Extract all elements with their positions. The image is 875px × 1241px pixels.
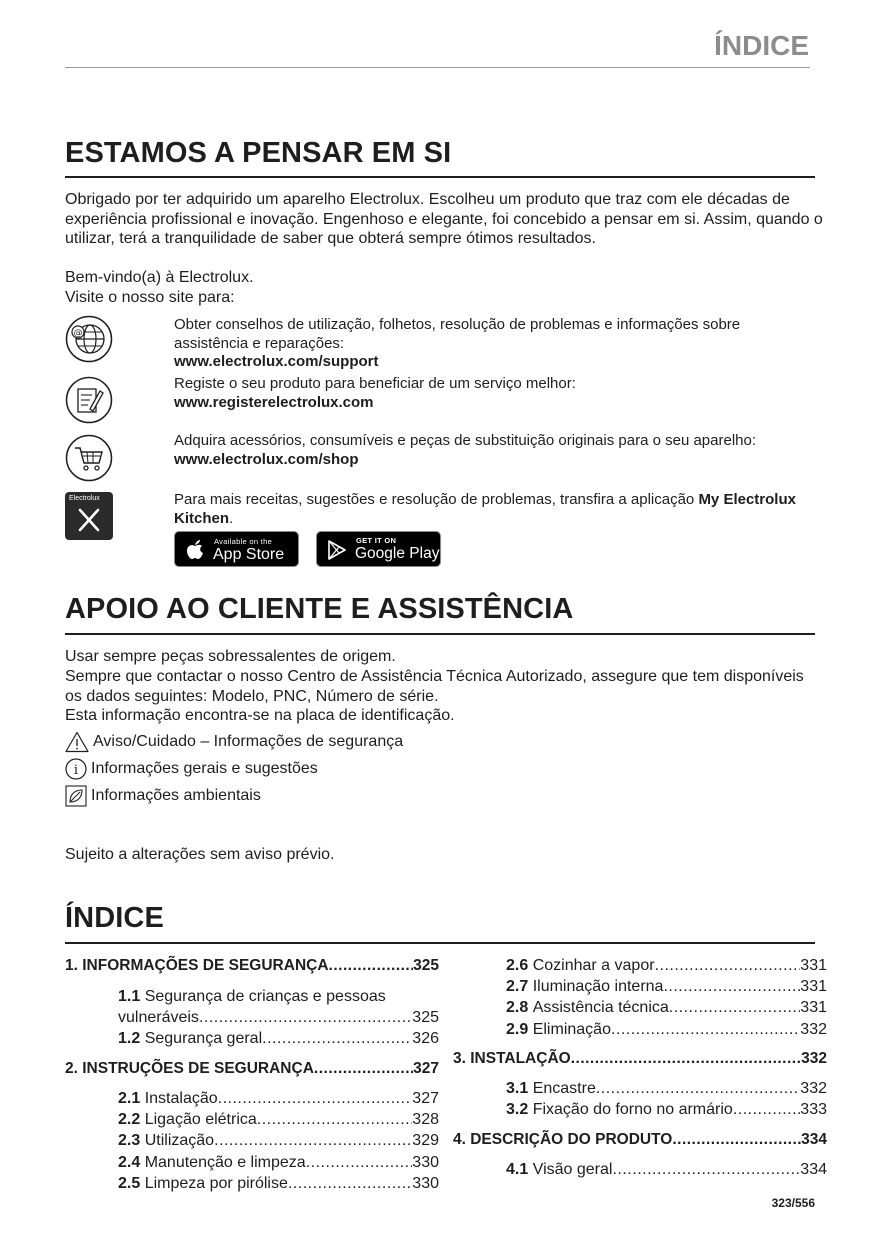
toc-chapter-2[interactable]: 2. INSTRUÇÕES DE SEGURANÇA ..... 327 [65,1060,439,1078]
service-app-text-end: . [229,509,234,527]
service-support-text: Obter conselhos de utilização, folhetos, resolução de problemas e informações sobre assistência e reparações: [174,316,741,352]
toc-entry-1-1[interactable]: 1.1 Segurança de crianças e pessoas vulneráveis ..... 325 [118,987,439,1028]
google-play-badge[interactable] [316,531,441,567]
globe-at-icon [65,315,113,363]
support-heading-rule [65,633,815,635]
toc-entry-2-1[interactable]: 2.1 Instalação ..... 327 [118,1090,439,1108]
toc-chapter-3[interactable]: 3. INSTALAÇÃO ..... 332 [453,1050,827,1068]
svg-text:@: @ [73,328,83,339]
toc-entry-2-8[interactable]: 2.8 Assistência técnica ..... 331 [506,999,827,1017]
electrolux-app-icon-label: Electrolux [69,495,100,502]
toc-entry-2-5[interactable]: 2.5 Limpeza por pirólise ..... 330 [118,1175,439,1193]
toc-entry-2-3[interactable]: 2.3 Utilização ..... 329 [118,1132,439,1150]
register-pen-icon [65,376,113,424]
toc-entry-4-1[interactable]: 4.1 Visão geral ..... 334 [506,1161,827,1179]
intro-visit: Visite o nosso site para: [65,289,235,306]
intro-heading-rule [65,176,815,178]
toc-entry-2-6[interactable]: 2.6 Cozinhar a vapor ..... 331 [506,957,827,975]
support-line-2: Sempre que contactar o nosso Centro de Assistência Técnica Autorizado, assegure que tem disponíveis os dados seguintes: Modelo, PNC, Número de série. [65,668,804,705]
toc-entry-2-4[interactable]: 2.4 Manutenção e limpeza ..... 330 [118,1154,439,1172]
support-line-1: Usar sempre peças sobressalentes de origem. [65,648,396,665]
warning-triangle-icon [65,731,89,753]
service-support [174,316,814,372]
toc-entry-3-2[interactable]: 3.2 Fixação do forno no armário ..... 333 [506,1101,827,1119]
google-play-small-text: GET IT ON [356,536,397,545]
disclaimer: Sujeito a alterações sem aviso prévio. [65,846,335,863]
service-app-name: My Electrolux Kitchen [174,491,796,527]
electrolux-app-icon [65,492,113,540]
environment-leaf-icon [65,785,87,807]
toc-chapter-4[interactable]: 4. DESCRIÇÃO DO PRODUTO ..... 334 [453,1131,827,1149]
service-register-url[interactable]: www.registerelectrolux.com [174,393,374,411]
toc-entry-2-2[interactable]: 2.2 Ligação elétrica ..... 328 [118,1111,439,1129]
legend-info [65,758,318,780]
apple-icon [186,539,204,560]
info-circle-icon [65,758,87,780]
app-store-small-text: Available on the [214,537,273,546]
legend-environment-text: Informações ambientais [91,787,261,804]
header-divider [65,67,810,68]
intro-welcome: Bem-vindo(a) à Electrolux. [65,269,254,286]
legend-warning [65,731,403,753]
fork-knife-icon [77,507,101,533]
shopping-cart-icon [65,434,113,482]
service-support-url[interactable]: www.electrolux.com/support [174,353,379,371]
service-register-text: Registe o seu produto para beneficiar de um serviço melhor: [174,375,576,392]
service-shop-text: Adquira acessórios, consumíveis e peças de substituição originais para o seu aparelho: [174,432,756,449]
toc-entry-2-9[interactable]: 2.9 Eliminação ..... 332 [506,1021,827,1039]
service-app [174,491,814,528]
support-line-3: Esta informação encontra-se na placa de identificação. [65,707,455,724]
running-header-title: ÍNDICE [714,30,809,61]
toc-entry-2-7[interactable]: 2.7 Iluminação interna ..... 331 [506,978,827,996]
app-store-badge[interactable] [174,531,299,567]
toc-chapter-1[interactable]: 1. INFORMAÇÕES DE SEGURANÇA ..... 325 [65,957,439,975]
service-shop [174,432,814,469]
toc-entry-3-1[interactable]: 3.1 Encastre ..... 332 [506,1080,827,1098]
play-triangle-icon [327,540,347,560]
intro-paragraph: Obrigado por ter adquirido um aparelho Electrolux. Escolheu um produto que traz com ele décadas de experiência profissional e inovação. Engenhoso e elegante, foi concebido a pensar em si. Assim, quando o utilizar, terá a tranquilidade de saber que obterá sempre ótimos resultados. [65,191,823,248]
legend-info-text: Informações gerais e sugestões [91,760,318,777]
app-store-large-text: App Store [213,546,285,563]
support-heading: APOIO AO CLIENTE E ASSISTÊNCIA [65,593,574,625]
toc-heading: ÍNDICE [65,902,164,934]
svg-text:i: i [73,763,79,778]
service-app-text: Para mais receitas, sugestões e resolução de problemas, transfira a aplicação [174,491,699,508]
toc-heading-rule [65,942,815,944]
google-play-large-text: Google Play [355,545,440,562]
legend-warning-text: Aviso/Cuidado – Informações de segurança [93,733,404,750]
toc-entry-1-2[interactable]: 1.2 Segurança geral ..... 326 [118,1030,439,1048]
legend-environment [65,785,261,807]
service-register [174,375,814,412]
intro-heading: ESTAMOS A PENSAR EM SI [65,137,452,169]
page-number: 323/556 [771,1196,815,1210]
service-shop-url[interactable]: www.electrolux.com/shop [174,450,359,468]
